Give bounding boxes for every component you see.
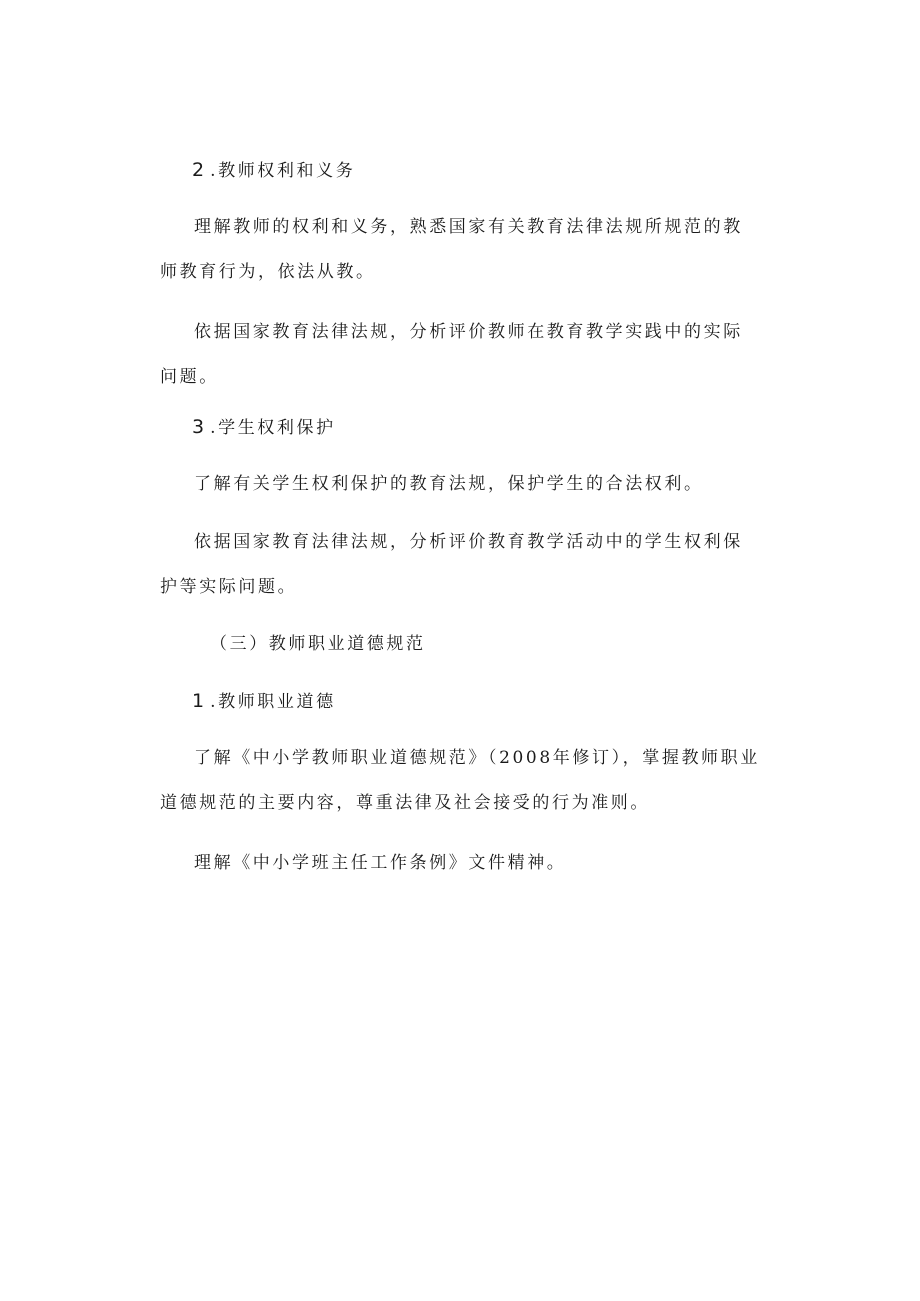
paragraph-teacher-rights-analysis: 依据国家教育法律法规，分析评价教师在教育教学实践中的实际问题。 <box>160 322 743 387</box>
section-title: .学生权利保护 <box>210 418 336 438</box>
paragraph-student-rights-understanding: 了解有关学生权利保护的教育法规，保护学生的合法权利。 <box>194 474 704 494</box>
section-heading-student-rights <box>192 415 336 440</box>
part-heading-ethics: （三）教师职业道德规范 <box>210 634 426 654</box>
section-heading-teacher-ethics <box>192 689 336 714</box>
paragraph-student-rights-analysis: 依据国家教育法律法规，分析评价教育教学活动中的学生权利保护等实际问题。 <box>160 532 743 597</box>
section-heading-teacher-rights <box>192 158 355 183</box>
section-title: .教师权利和义务 <box>210 161 356 181</box>
section-title: .教师职业道德 <box>210 692 336 712</box>
paragraph-teacher-rights-understanding: 理解教师的权利和义务，熟悉国家有关教育法律法规所规范的教师教育行为，依法从教。 <box>160 217 743 282</box>
section-number: 2 <box>192 159 205 181</box>
paragraph-head-teacher-regulation: 理解《中小学班主任工作条例》文件精神。 <box>194 853 567 873</box>
section-number: 3 <box>192 416 205 438</box>
section-number: 1 <box>192 690 205 712</box>
paragraph-teacher-ethics-norms: 了解《中小学教师职业道德规范》（2008年修订），掌握教师职业道德规范的主要内容，尊重法律及社会接受的行为准则。 <box>160 748 760 813</box>
